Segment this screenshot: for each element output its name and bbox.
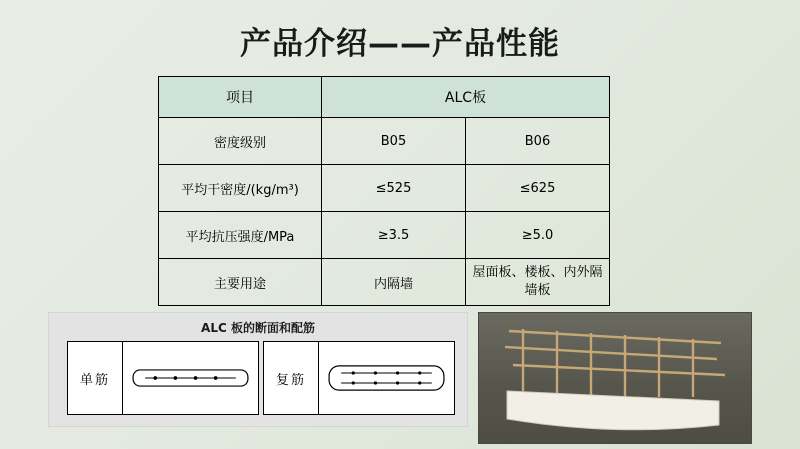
page-title: 产品介绍——产品性能: [240, 26, 560, 62]
cell-b05-main-use: 内隔墙: [322, 259, 466, 306]
diagram-double-art: [319, 342, 454, 414]
diagram-panel-title: ALC 板的断面和配筋: [201, 321, 315, 335]
double-rebar-section-icon: [319, 342, 454, 414]
table-header-row: [159, 77, 610, 118]
cell-b06-dry-density: ≤625: [466, 165, 610, 212]
diagram-double-label: 复筋: [264, 342, 319, 414]
cell-b06-density-grade: B06: [466, 118, 610, 165]
table-row: [159, 212, 610, 259]
cell-b06-compressive-strength: ≥5.0: [466, 212, 610, 259]
photo-rebar-cage: [479, 313, 751, 443]
table-header-item: 项目: [159, 77, 322, 118]
alc-panel-rebar-photo: [478, 312, 752, 444]
table-row: [159, 259, 610, 306]
single-rebar-section-icon: [123, 342, 258, 414]
table-header-alc: ALC板: [322, 77, 610, 118]
row-label-density-grade: 密度级别: [159, 118, 322, 165]
row-label-dry-density: 平均干密度/(kg/m³): [159, 165, 322, 212]
product-performance-table: [158, 76, 610, 306]
diagram-single-label: 单筋: [68, 342, 123, 414]
section-diagram-panel: [48, 312, 468, 427]
table-row: [159, 118, 610, 165]
diagram-double-rebar: [263, 341, 455, 415]
cell-b06-main-use: 屋面板、楼板、内外隔墙板: [466, 259, 610, 306]
diagram-single-rebar: [67, 341, 259, 415]
row-label-main-use: 主要用途: [159, 259, 322, 306]
table-row: [159, 165, 610, 212]
diagram-single-art: [123, 342, 258, 414]
row-label-compressive-strength: 平均抗压强度/MPa: [159, 212, 322, 259]
cell-b05-compressive-strength: ≥3.5: [322, 212, 466, 259]
cell-b05-dry-density: ≤525: [322, 165, 466, 212]
cell-b05-density-grade: B05: [322, 118, 466, 165]
